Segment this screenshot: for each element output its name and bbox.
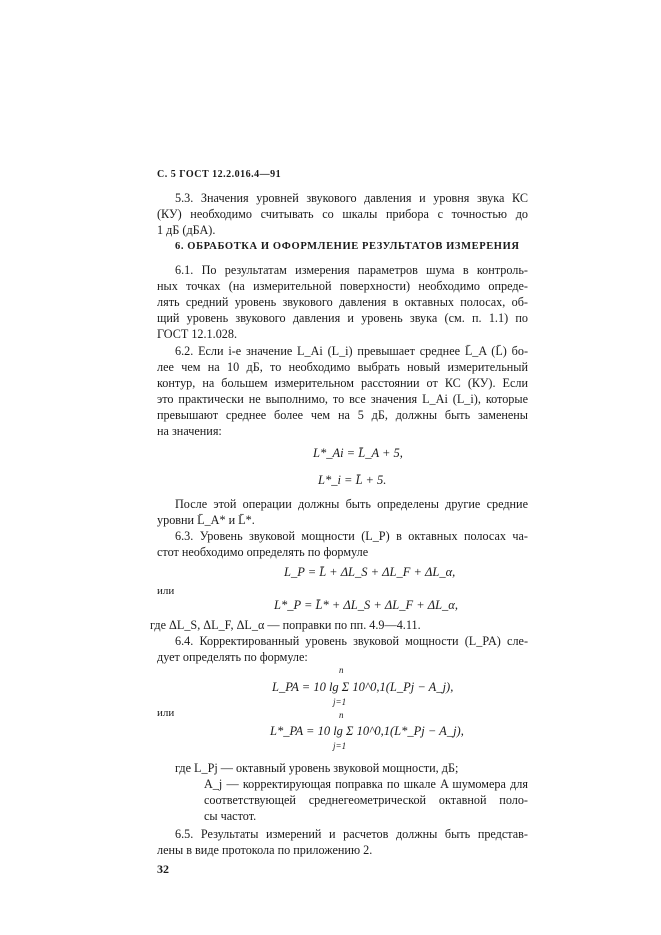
or-label-2: или: [157, 707, 175, 719]
s61-line-2: ных точках (на измерительной поверхности) необходимо опреде-: [157, 279, 528, 293]
formula-LPA-star: L*_PA = 10 lg Σ 10^0,1(L*_Pj − A_j),: [270, 724, 464, 738]
formula-Li-star: L*_i = L̄ + 5.: [318, 473, 387, 487]
s63-line-2: стот необходимо определять по формуле: [157, 545, 369, 559]
formula-LPA: L_PA = 10 lg Σ 10^0,1(L_Pj − A_j),: [272, 680, 454, 694]
s62-line-2: лее чем на 10 дБ, то необходимо выбрать новый измерительный: [157, 360, 528, 374]
s65-line-1: 6.5. Результаты измерений и расчетов должны быть представ-: [175, 827, 528, 841]
formula-LP-star: L*_P = L̄* + ΔL_S + ΔL_F + ΔL_α,: [274, 598, 458, 612]
or-label-1: или: [157, 585, 175, 597]
s61-line-1: 6.1. По результатам измерения параметров шума в контроль-: [175, 263, 528, 277]
s61-line-3: лять средний уровень звукового давления в октавных полосах, об-: [157, 295, 528, 309]
formula-LP: L_P = L̄ + ΔL_S + ΔL_F + ΔL_α,: [284, 565, 456, 579]
s64-where-4: сы частот.: [204, 809, 257, 823]
s64-where-3: соответствующей среднегеометрической октавной поло-: [204, 793, 528, 807]
s62-line-3: контур, на большем измерительном расстоянии от КС (КУ). Если: [157, 376, 528, 390]
s64-line-1: 6.4. Корректированный уровень звуковой мощности (L_PA) сле-: [175, 634, 528, 648]
s53-line-2: (КУ) необходимо считывать со шкалы прибора с точностью до: [157, 207, 528, 221]
s63-where: где ΔL_S, ΔL_F, ΔL_α — поправки по пп. 4.9—4.11.: [150, 618, 421, 632]
sum-lower-1: j=1: [333, 697, 347, 707]
page-header: С. 5 ГОСТ 12.2.016.4—91: [157, 169, 282, 180]
s53-line-3: 1 дБ (дБА).: [157, 223, 216, 237]
s64-where-1: где L_Pj — октавный уровень звуковой мощности, дБ;: [175, 761, 459, 775]
s61-line-5: ГОСТ 12.1.028.: [157, 327, 238, 341]
s63-line-1: 6.3. Уровень звуковой мощности (L_P) в октавных полосах ча-: [175, 529, 528, 543]
sum-lower-2: j=1: [333, 741, 347, 751]
s62-line-4: это практически не выполнимо, то все значения L_Ai (L_i), которые: [157, 392, 528, 406]
s65-line-2: лены в виде протокола по приложению 2.: [157, 843, 373, 857]
sum-upper-2: n: [339, 710, 344, 720]
s62-after-2: уровни L̄_A* и L̄*.: [157, 513, 255, 527]
s62-after-1: После этой операции должны быть определены другие средние: [175, 497, 528, 511]
formula-LAi-star: L*_Ai = L̄_A + 5,: [313, 446, 403, 460]
s62-line-5: превышают среднее более чем на 5 дБ, должны быть заменены: [157, 408, 528, 422]
s53-line-1: 5.3. Значения уровней звукового давления и уровня звука КС: [175, 191, 528, 205]
s64-line-2: дует определять по формуле:: [157, 650, 308, 664]
s62-line-1: 6.2. Если i-е значение L_Ai (L_i) превышает среднее L̄_A (L̄) бо-: [175, 344, 528, 358]
s62-line-6: на значения:: [157, 424, 222, 438]
sum-upper-1: n: [339, 665, 344, 675]
s61-line-4: щий уровень звукового давления и уровень звука (см. п. 1.1) по: [157, 311, 528, 325]
section-heading: 6. ОБРАБОТКА И ОФОРМЛЕНИЕ РЕЗУЛЬТАТОВ ИЗМЕРЕНИЯ: [175, 241, 520, 252]
s64-where-2: A_j — корректирующая поправка по шкале A шумомера для: [204, 777, 528, 791]
page-number: 32: [157, 862, 169, 876]
